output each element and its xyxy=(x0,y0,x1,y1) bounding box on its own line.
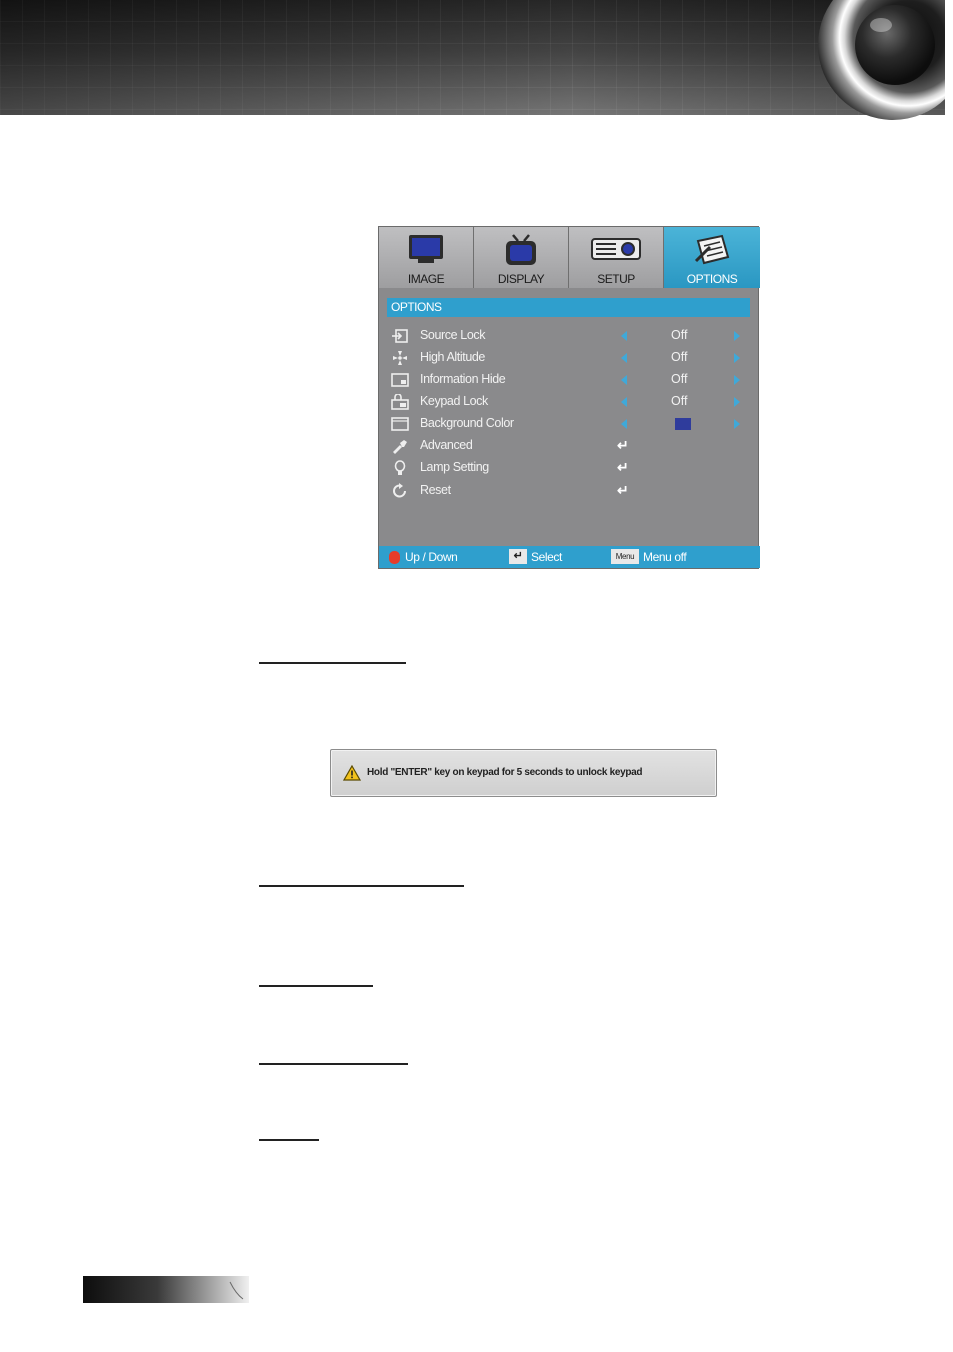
arrow-right-icon[interactable] xyxy=(734,331,740,341)
menu-item-background-color[interactable] xyxy=(379,414,760,434)
menu-item-label: Keypad Lock xyxy=(420,394,488,408)
menu-item-label: Lamp Setting xyxy=(420,460,489,474)
keypad-lock-icon xyxy=(391,394,409,410)
osd-section-title: OPTIONS xyxy=(387,298,750,317)
section-heading-underline xyxy=(259,885,464,887)
hint-updown: Up / Down xyxy=(405,550,458,564)
projector-icon xyxy=(590,233,642,263)
enter-icon[interactable]: ↵ xyxy=(617,482,629,498)
menu-item-label: Information Hide xyxy=(420,372,506,386)
keypad-unlock-warning xyxy=(330,749,717,797)
color-swatch xyxy=(675,418,691,430)
arrow-right-icon[interactable] xyxy=(734,353,740,363)
lamp-icon xyxy=(391,460,409,476)
enter-icon[interactable]: ↵ xyxy=(617,459,629,475)
reset-icon xyxy=(391,483,409,499)
section-heading-underline xyxy=(259,985,373,987)
menu-item-value: Off xyxy=(671,328,688,342)
tab-display[interactable] xyxy=(474,227,569,288)
tab-setup[interactable] xyxy=(569,227,664,288)
menu-item-reset[interactable] xyxy=(379,481,760,501)
notepad-pen-icon xyxy=(690,233,734,267)
page-footer-bar xyxy=(83,1276,249,1303)
warning-text: Hold "ENTER" key on keypad for 5 seconds to unlock keypad xyxy=(367,767,643,778)
tab-label: IMAGE xyxy=(407,272,445,286)
tv-icon xyxy=(501,233,541,267)
banner-edge xyxy=(945,0,953,115)
fan-icon xyxy=(391,350,409,366)
arrow-right-icon[interactable] xyxy=(734,375,740,385)
osd-options-menu xyxy=(378,226,759,569)
arrow-left-icon[interactable] xyxy=(621,353,627,363)
tab-label: SETUP xyxy=(597,272,635,286)
tab-label: DISPLAY xyxy=(497,272,545,286)
warning-triangle-icon xyxy=(343,765,361,781)
section-heading-underline xyxy=(259,662,406,664)
osd-footer-hints xyxy=(379,546,760,568)
menu-item-label: Background Color xyxy=(420,416,514,430)
tab-label: OPTIONS xyxy=(686,272,738,286)
wrench-icon xyxy=(391,438,409,454)
tab-image[interactable] xyxy=(379,227,474,288)
enter-key-icon: ↵ xyxy=(509,549,527,564)
arrow-left-icon[interactable] xyxy=(621,375,627,385)
menu-item-label: High Altitude xyxy=(420,350,485,364)
arrow-left-icon[interactable] xyxy=(621,419,627,429)
arrow-right-icon[interactable] xyxy=(734,397,740,407)
menu-item-high-altitude[interactable] xyxy=(379,348,760,368)
arrow-left-icon[interactable] xyxy=(621,331,627,341)
background-color-icon xyxy=(391,416,409,432)
menu-item-keypad-lock[interactable] xyxy=(379,392,760,412)
hint-select: Select xyxy=(531,550,562,564)
arrow-right-icon[interactable] xyxy=(734,419,740,429)
menu-item-value: Off xyxy=(671,372,688,386)
section-heading-underline xyxy=(259,1063,408,1065)
menu-item-label: Reset xyxy=(420,483,451,497)
tab-options[interactable] xyxy=(664,227,760,288)
menu-key-icon: Menu xyxy=(611,549,639,564)
source-lock-icon xyxy=(391,328,409,344)
arrow-left-icon[interactable] xyxy=(621,397,627,407)
monitor-icon xyxy=(406,233,446,265)
menu-item-source-lock[interactable] xyxy=(379,326,760,346)
osd-tab-bar xyxy=(379,227,760,288)
menu-item-information-hide[interactable] xyxy=(379,370,760,390)
info-hide-icon xyxy=(391,372,409,388)
lens-glare xyxy=(870,18,892,32)
menu-item-value: Off xyxy=(671,394,688,408)
menu-item-label: Source Lock xyxy=(420,328,486,342)
hint-menu-off: Menu off xyxy=(643,550,687,564)
menu-item-value: Off xyxy=(671,350,688,364)
menu-item-advanced[interactable] xyxy=(379,436,760,456)
enter-icon[interactable]: ↵ xyxy=(617,437,629,453)
header-banner-shine xyxy=(0,0,953,115)
section-heading-underline xyxy=(259,1139,319,1141)
updown-key-icon xyxy=(389,551,400,564)
menu-item-label: Advanced xyxy=(420,438,473,452)
menu-item-lamp-setting[interactable] xyxy=(379,458,760,478)
footer-decoration xyxy=(228,1280,244,1300)
lens-glass xyxy=(855,5,935,85)
